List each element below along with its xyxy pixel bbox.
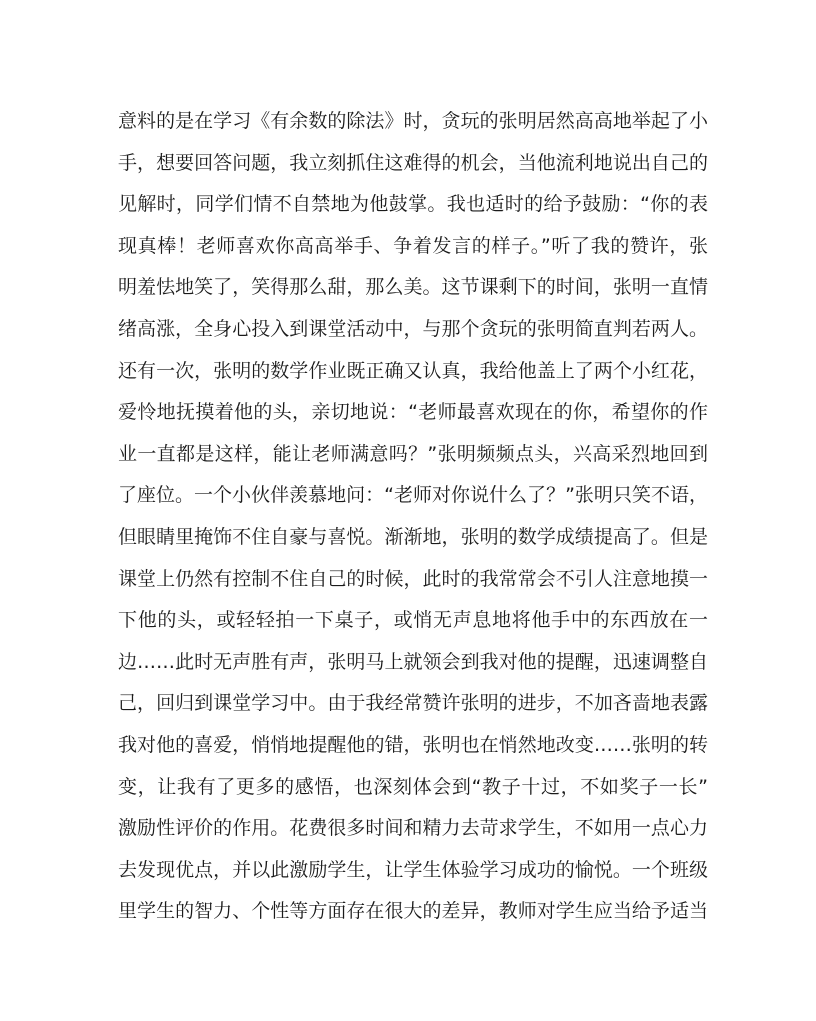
- text-line: 业一直都是这样，能让老师满意吗？”张明频频点头，兴高采烈地回到: [118, 442, 708, 465]
- text-line: 还有一次，张明的数学作业既正确又认真，我给他盖上了两个小红花，: [118, 359, 708, 382]
- text-line: 己，回归到课堂学习中。由于我经常赞许张明的进步，不加吝啬地表露: [118, 692, 708, 715]
- text-line: 但眼睛里掩饰不住自豪与喜悦。渐渐地，张明的数学成绩提高了。但是: [118, 525, 708, 548]
- text-line: 意料的是在学习《有余数的除法》时，贪玩的张明居然高高地举起了小: [118, 110, 708, 132]
- text-line: 边……此时无声胜有声，张明马上就领会到我对他的提醒，迅速调整自: [118, 650, 708, 673]
- text-line: 绪高涨，全身心投入到课堂活动中，与那个贪玩的张明简直判若两人。: [118, 317, 708, 340]
- text-line: 课堂上仍然有控制不住自己的时候，此时的我常常会不引人注意地摸一: [118, 567, 708, 590]
- text-line: 明羞怯地笑了，笑得那么甜，那么美。这节课剩下的时间，张明一直情: [118, 276, 708, 299]
- text-line: 现真棒！老师喜欢你高高举手、争着发言的样子。”听了我的赞许，张: [118, 234, 708, 257]
- text-line: 手，想要回答问题，我立刻抓住这难得的机会，当他流利地说出自己的: [118, 151, 708, 174]
- text-line: 见解时，同学们情不自禁地为他鼓掌。我也适时的给予鼓励：“你的表: [118, 193, 708, 216]
- text-line: 下他的头，或轻轻拍一下桌子，或悄无声息地将他手中的东西放在一: [118, 609, 708, 632]
- text-line: 去发现优点，并以此激励学生，让学生体验学习成功的愉悦。一个班级: [118, 858, 708, 881]
- text-line: 了座位。一个小伙伴羡慕地问：“老师对你说什么了？”张明只笑不语，: [118, 484, 708, 507]
- text-line: 爱怜地抚摸着他的头，亲切地说：“老师最喜欢现在的你，希望你的作: [118, 401, 708, 424]
- text-line: 里学生的智力、个性等方面存在很大的差异，教师对学生应当给予适当: [118, 900, 708, 923]
- text-line: 变，让我有了更多的感悟，也深刻体会到“教子十过，不如奖子一长”: [118, 775, 708, 798]
- text-line: 激励性评价的作用。花费很多时间和精力去苛求学生，不如用一点心力: [118, 817, 708, 840]
- body-paragraph: [118, 101, 708, 933]
- text-line: 我对他的喜爱，悄悄地提醒他的错，张明也在悄然地改变……张明的转: [118, 733, 708, 756]
